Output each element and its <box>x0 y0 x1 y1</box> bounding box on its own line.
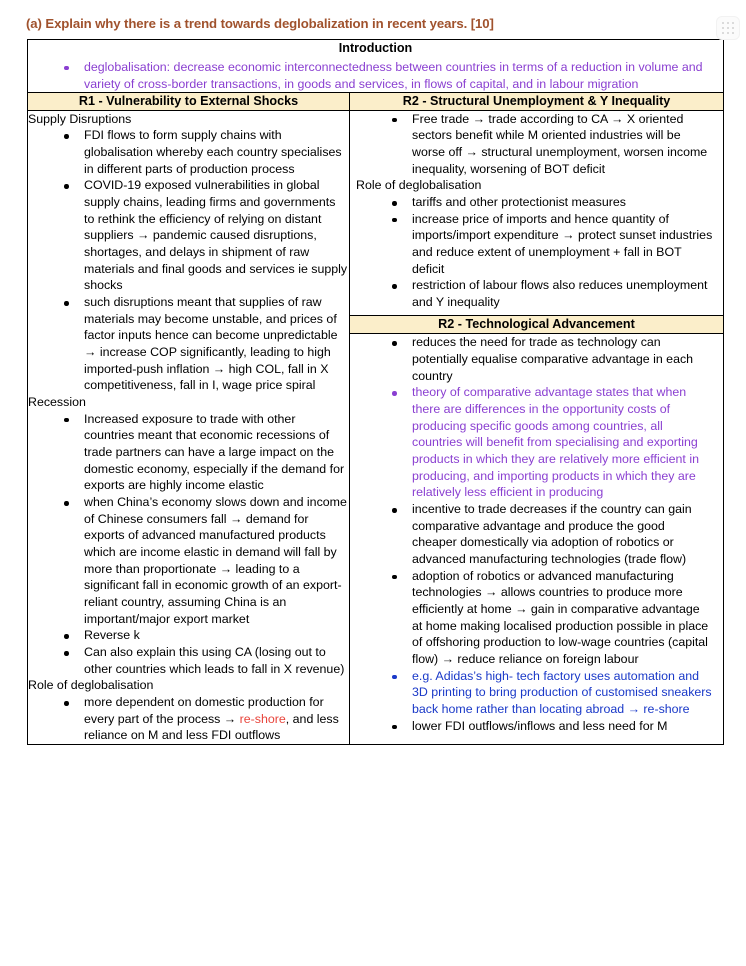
column-header-r1: R1 - Vulnerability to External Shocks <box>28 93 350 110</box>
list-item: theory of comparative advantage states that when there are differences in the opportunity costs of producing specific goods among countries, all countries will benefit from specialising and exporting products in which they are relatively more efficient in producing, and importing products in which they are relatively less efficient in producing <box>392 384 713 501</box>
section-lead: Role of deglobalisation <box>356 178 482 193</box>
list-item: Free trade → trade according to CA → X oriented sectors benefit while M oriented industries will be worse off → structural unemployment, worsen income inequality, worsening of BOT deficit <box>392 111 713 178</box>
right-column-body-structural <box>350 110 724 316</box>
apps-grid-dots <box>722 22 734 34</box>
list-item: FDI flows to form supply chains with globalisation whereby each country specialises in different parts of production process <box>64 127 349 177</box>
list-item: increase price of imports and hence quantity of imports/import expenditure → protect sunset industries and reduce extent of unemployment + fall in BOT deficit <box>392 211 713 278</box>
list-item: reduces the need for trade as technology can potentially equalise comparative advantage in each country <box>392 334 713 384</box>
list-item: lower FDI outflows/inflows and less need for M <box>392 718 713 735</box>
list-item: incentive to trade decreases if the country can gain comparative advantage and produce the good cheaper domestically via adoption of robotics or advanced manufacturing technologies (trade flow) <box>392 501 713 568</box>
list-item: when China’s economy slows down and income of Chinese consumers fall → demand for exports of advanced manufactured products which are income elastic in demand will fall by more than proportionate → leading to a significant fall in economic growth of an export-reliant country, assuming China is an important/major export market <box>64 494 349 627</box>
intro-cell <box>28 39 724 93</box>
list-item: COVID-19 exposed vulnerabilities in global supply chains, leading firms and governments to rethink the efficiency of relying on distant suppliers → pandemic caused disruptions, shortages, and delays in shipment of raw materials and final goods and services ie supply shocks <box>64 177 349 294</box>
intro-bullets <box>28 59 723 92</box>
notes-table <box>27 39 724 746</box>
section-lead: Role of deglobalisation <box>28 678 154 693</box>
page-header <box>0 0 746 39</box>
list-item: adoption of robotics or advanced manufacturing technologies → allows countries to produce more efficiently at home → gain in comparative advantage at home making localised production possible in place of offshoring production to low-wage countries (capital flow) → reduce reliance on foreign labour <box>392 568 713 668</box>
list-item: more dependent on domestic production for every part of the process → re-shore, and less reliance on M and less FDI outflows <box>64 694 349 744</box>
list-item: restriction of labour flows also reduces unemployment and Y inequality <box>392 277 713 310</box>
right-column-body-structural-0-list <box>356 111 713 178</box>
right-column-body-structural-1-list <box>356 194 713 311</box>
list-item: e.g. Adidas’s high- tech factory uses automation and 3D printing to bring production of customised sneakers back home rather than locating abroad → re-shore <box>392 668 713 718</box>
table-row-headers <box>28 93 724 110</box>
column-header-r2-structural: R2 - Structural Unemployment & Y Inequality <box>350 93 724 110</box>
left-column-body-0-list <box>28 127 349 394</box>
left-column-body-2-list <box>28 694 349 744</box>
intro-title: Introduction <box>338 40 413 55</box>
section-lead: Recession <box>28 394 86 409</box>
column-header-r2-technological: R2 - Technological Advancement <box>350 316 724 334</box>
list-item: Can also explain this using CA (losing out to other countries which leads to fall in X revenue) <box>64 644 349 677</box>
list-item: Reverse k <box>64 627 349 644</box>
page-title: (a) Explain why there is a trend towards deglobalization in recent years. [10] <box>26 16 494 31</box>
right-column-body-technological <box>350 334 724 745</box>
apps-grid-icon[interactable] <box>716 16 740 40</box>
list-item: tariffs and other protectionist measures <box>392 194 713 211</box>
left-column-body-1-list <box>28 411 349 678</box>
intro-bullets-list <box>28 59 723 92</box>
list-item: Increased exposure to trade with other countries meant that economic recessions of trade partners can have a large impact on the domestic economy, especially if the demand for exports are highly income elastic <box>64 411 349 494</box>
right-column-body-technological-0-list <box>356 334 713 734</box>
section-lead: Supply Disruptions <box>28 111 132 126</box>
table-row-intro <box>28 39 724 93</box>
list-item: such disruptions meant that supplies of raw materials may become unstable, and prices of factor inputs hence can become unpredictable → increase COP significantly, leading to high imported-push inflation → high COL, fall in X competitiveness, fall in I, wage price spiral <box>64 294 349 394</box>
table-row-body <box>28 110 724 316</box>
left-column-body <box>28 110 350 745</box>
list-item: deglobalisation: decrease economic interconnectedness between countries in terms of a reduction in volume and variety of cross-border transactions, in goods and services, in flows of capital, and in labour migration <box>64 59 723 92</box>
